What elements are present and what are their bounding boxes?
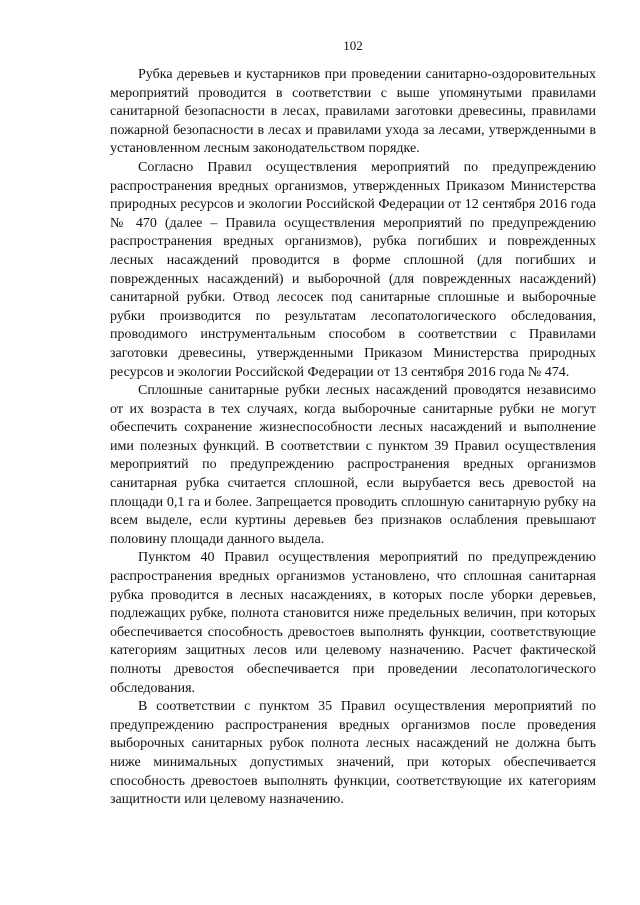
page-number: 102 <box>343 38 363 53</box>
paragraph-1: Рубка деревьев и кустарников при проведении санитарно-оздоровительных мероприятий проводится в соответствии с выше упомянутыми правилами санитарной безопасности в лесах, правилами заготовки древесины, правилами пожарной безопасности в лесах и правилами ухода за лесами, утвержденными в установленном лесным законодательством порядке. <box>110 67 596 157</box>
paragraph-3: Сплошные санитарные рубки лесных насаждений проводятся независимо от их возраста в тех случаях, когда выборочные санитарные рубки не могут обеспечить сохранение жизнеспособности лесных насаждений и выполнение ими полезных функций. В соответствии с пунктом 39 Правил осуществления мероприятий по предупреждению распространения вредных организмов санитарная рубка считается сплошной, если вырубается весь древостой на площади 0,1 га и более. Запрещается проводить сплошную санитарную рубку на всем выделе, если куртины деревьев без признаков ослабления превышают половину площади данного выдела. <box>110 383 596 547</box>
paragraph-2: Согласно Правил осуществления мероприятий по предупреждению распространения вредных организмов, утвержденных Приказом Министерства природных ресурсов и экологии Российской Федерации от 12 сентября 2016 года № 470 (далее – Правила осуществления мероприятий по предупреждению распространения вредных организмов), рубка погибших и поврежденных лесных насаждений проводится в форме сплошной (для погибших и поврежденных насаждений) и выборочной (для поврежденных насаждений) санитарной рубки. Отвод лесосек под санитарные сплошные и выборочные рубки производится по результатам лесопатологического обследования, проводимого инструментальным способом в соответствии с Правилами заготовки древесины, утвержденными Приказом Министерства природных ресурсов и экологии Российской Федерации от 13 сентября 2016 года № 474. <box>110 159 596 380</box>
paragraph-4: Пунктом 40 Правил осуществления мероприятий по предупреждению распространения вредных организмов установлено, что сплошная санитарная рубка проводится в лесных насаждениях, в которых после уборки деревьев, подлежащих рубке, полнота становится ниже предельных величин, при которых обеспечивается способность древостоев выполнять функции, соответствующие категориям защитных лесов или целевому назначению. Расчет фактической полноты древостоя обеспечивается при проведении лесопатологического обследования. <box>110 550 596 696</box>
paragraph-5: В соответствии с пунктом 35 Правил осуществления мероприятий по предупреждению распространения вредных организмов после проведения выборочных санитарных рубок полнота лесных насаждений не должна быть ниже минимальных допустимых значений, при которых обеспечивается способность древостоев выполнять функции, соответствующие их категориям защитности или целевому назначению. <box>110 699 596 808</box>
